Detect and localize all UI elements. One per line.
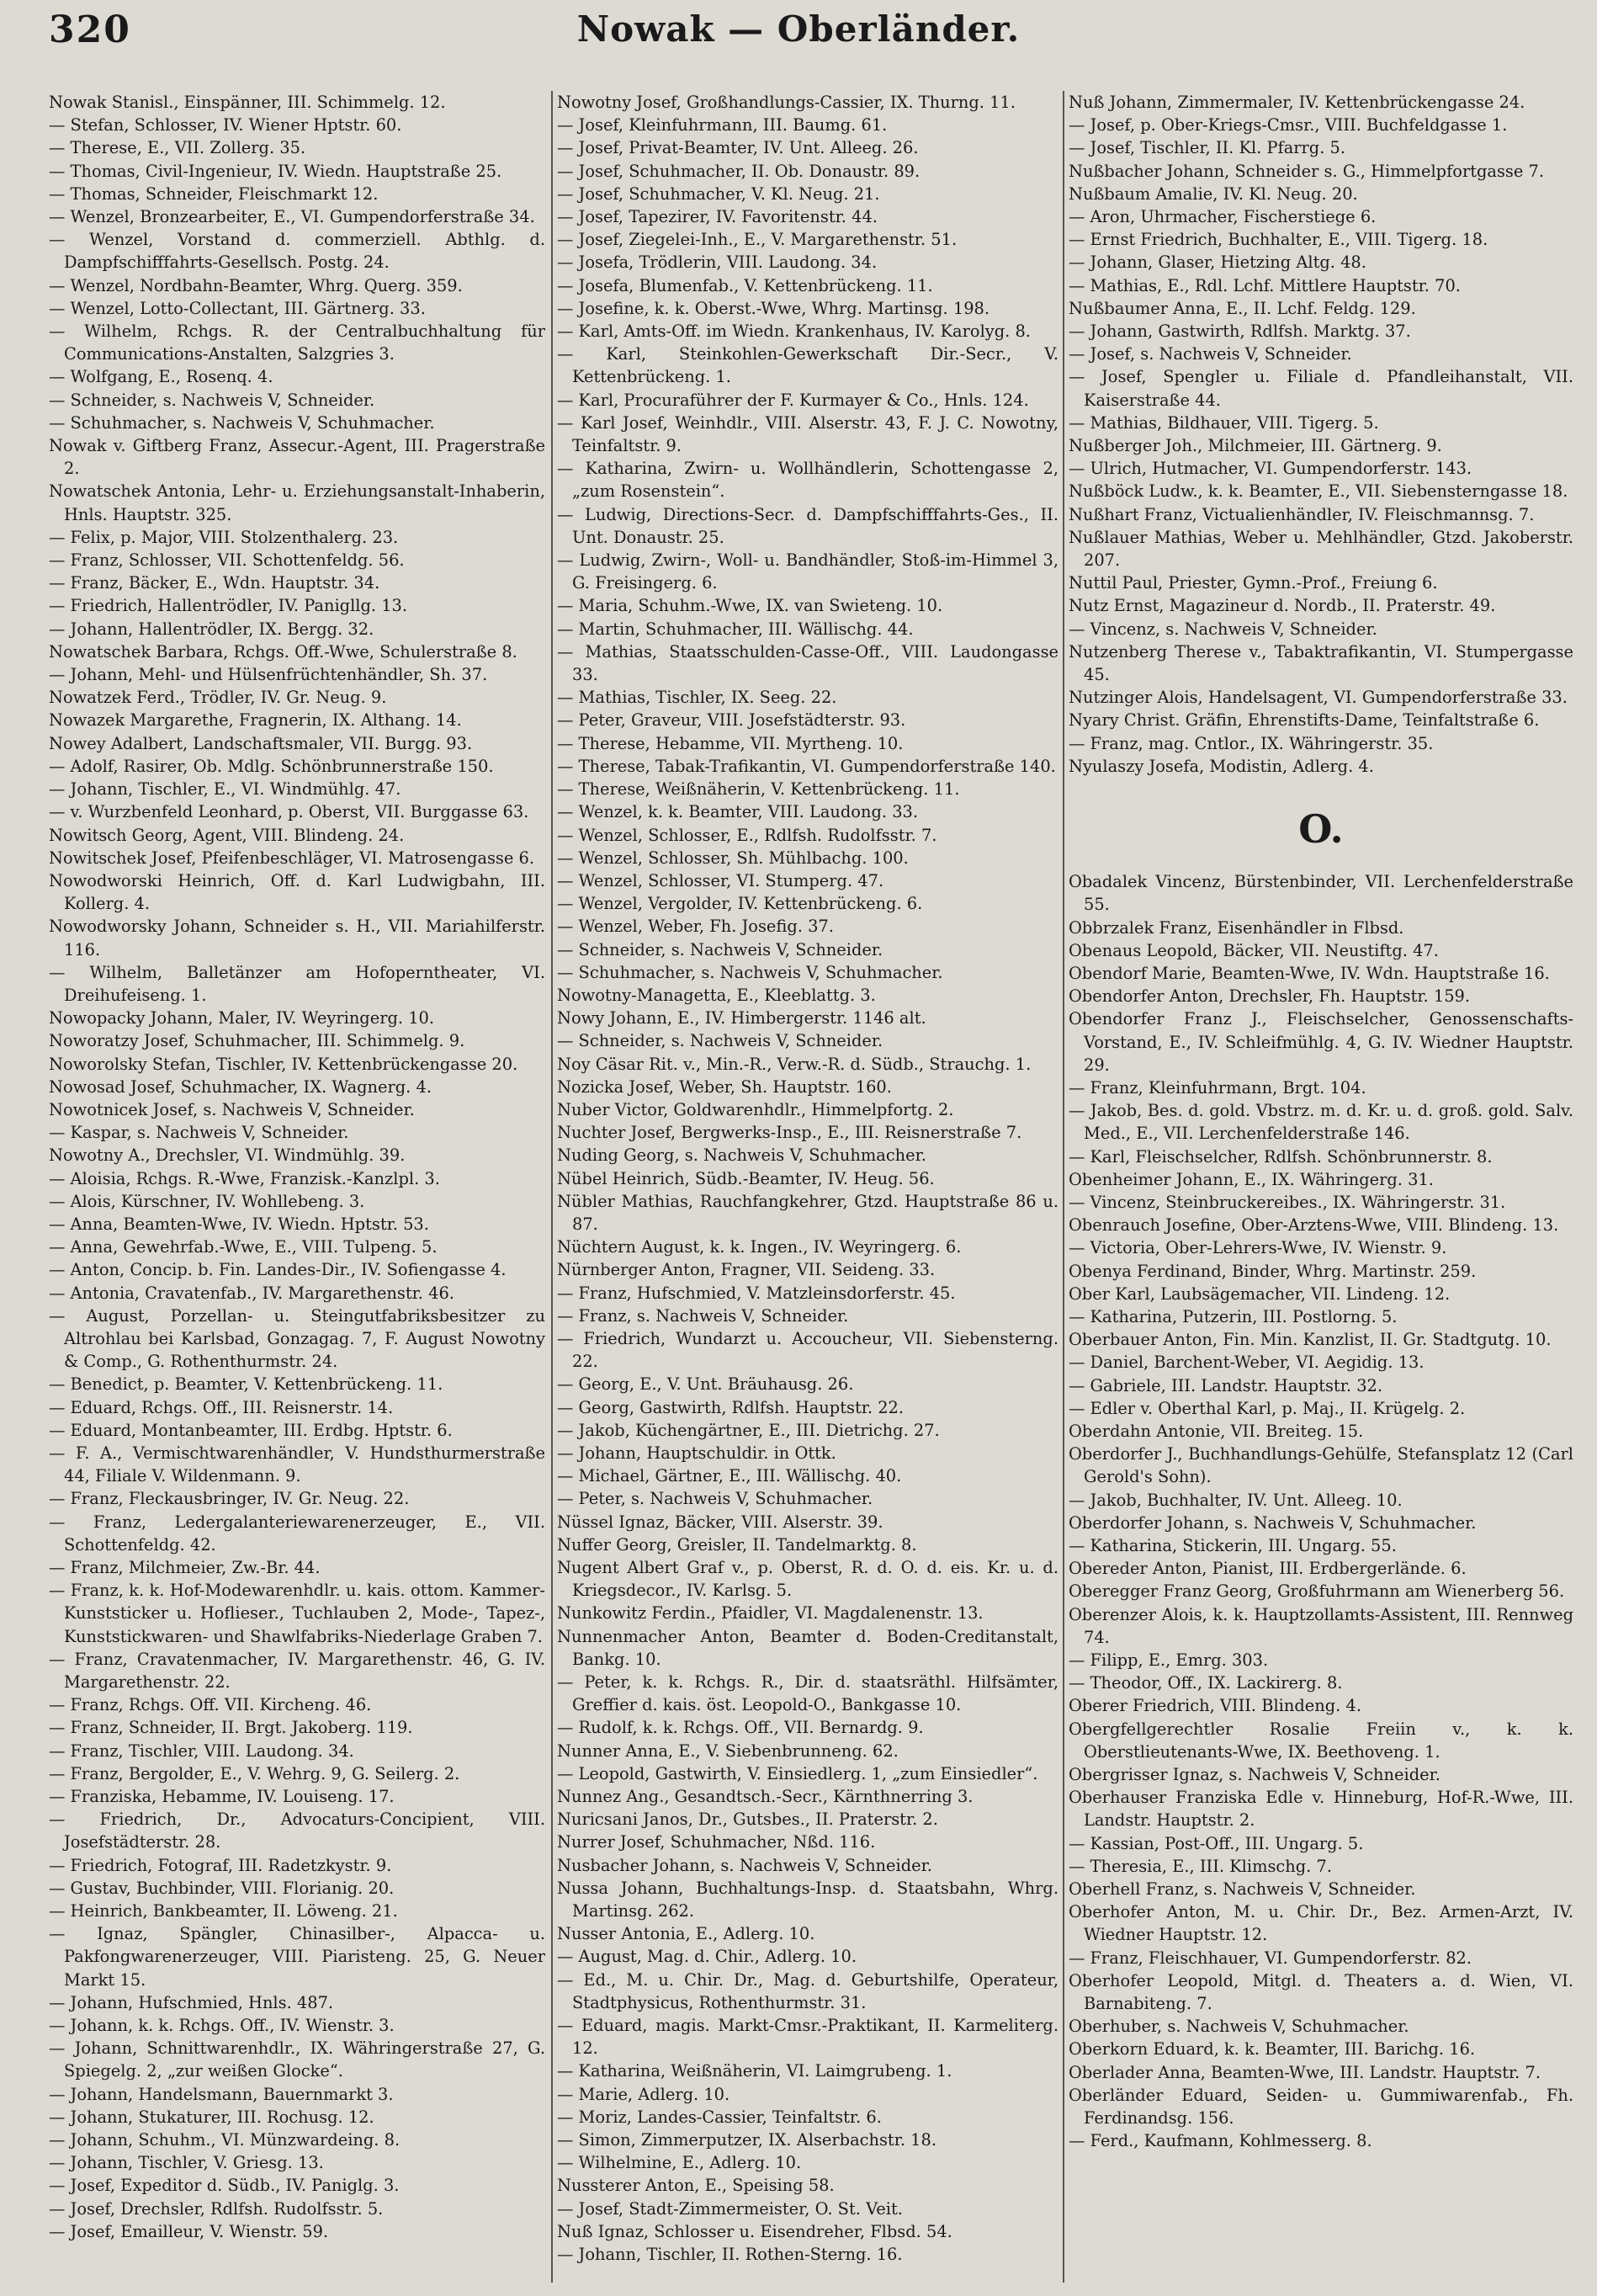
directory-entry: — Peter, Graveur, VIII. Josefstädterstr. 93. <box>557 710 906 731</box>
directory-entry: — Josef, Privat-Beamter, IV. Unt. Alleeg. 26. <box>557 138 919 158</box>
directory-entry: — Mathias, Tischler, IX. Seeg. 22. <box>557 688 837 708</box>
directory-entry: — Wenzel, Schlosser, VI. Stumperg. 47. <box>557 870 884 890</box>
directory-entry: Nüssel Ignaz, Bäcker, VIII. Alserstr. 39. <box>557 1512 883 1532</box>
directory-entry: — Franz, Kleinfuhrmann, Brgt. 104. <box>1069 1077 1366 1098</box>
directory-entry: Obenrauch Josefine, Ober-Arztens-Wwe, VIII. Blindeng. 13. <box>1069 1215 1559 1236</box>
directory-entry: — Johann, Gastwirth, Rdlfsh. Marktg. 37. <box>1069 322 1411 342</box>
column-3 <box>1069 91 1573 2283</box>
directory-entry: — Franz, Hufschmied, V. Matzleinsdorferstr. 45. <box>557 1283 956 1303</box>
directory-entry: Nowodworsky Johann, Schneider s. H., VII. Mariahilferstr. 116. <box>49 917 545 959</box>
directory-entry: — F. A., Vermischtwarenhändler, V. Hundsthurmerstraße 44, Filiale V. Wildenmann. 9. <box>49 1443 545 1486</box>
directory-entry: Nuß Ignaz, Schlosser u. Eisendreher, Flbsd. 54. <box>557 2221 952 2241</box>
directory-entry: Nowotny-Managetta, E., Kleeblattg. 3. <box>557 985 876 1005</box>
directory-entry: — Martin, Schuhmacher, III. Wällischg. 44. <box>557 619 914 639</box>
directory-entry: Nowotny A., Drechsler, VI. Windmühlg. 39. <box>49 1145 406 1166</box>
directory-entry: Nürnberger Anton, Fragner, VII. Seideng. 33. <box>557 1260 936 1280</box>
directory-entry: Oberegger Franz Georg, Großfuhrmann am Wienerberg 56. <box>1069 1581 1565 1602</box>
directory-entry: — Wenzel, Schlosser, Sh. Mühlbachg. 100. <box>557 848 909 868</box>
directory-entry: — Schuhmacher, s. Nachweis V, Schuhmacher. <box>557 962 943 982</box>
directory-entry: Nußbacher Johann, Schneider s. G., Himmelpfortgasse 7. <box>1069 161 1545 181</box>
directory-entry: — Wenzel, Lotto-Collectant, III. Gärtnerg. 33. <box>49 298 426 318</box>
directory-entry: — Josef, Spengler u. Filiale d. Pfandleihanstalt, VII. Kaiserstraße 44. <box>1069 367 1573 410</box>
directory-entry: — Mathias, E., Rdl. Lchf. Mittlere Hauptstr. 70. <box>1069 275 1461 295</box>
directory-entry: Obenaus Leopold, Bäcker, VII. Neustiftg. 47. <box>1069 940 1439 960</box>
directory-entry: — Georg, Gastwirth, Rdlfsh. Hauptstr. 22. <box>557 1397 905 1417</box>
directory-entry: Nowatschek Antonia, Lehr- u. Erziehungsanstalt-Inhaberin, Hnls. Hauptstr. 325. <box>49 481 545 524</box>
directory-entry: Nurrer Josef, Schuhmacher, Nßd. 116. <box>557 1832 876 1852</box>
directory-entry: — Franz, Schneider, II. Brgt. Jakoberg. 119. <box>49 1718 413 1738</box>
directory-entry: Nussterer Anton, E., Speising 58. <box>557 2176 835 2196</box>
directory-entry: — Wilhelm, Balletänzer am Hofoperntheater, VI. Dreihufeiseng. 1. <box>49 962 545 1005</box>
directory-entry: — Schneider, s. Nachweis V, Schneider. <box>49 390 375 410</box>
directory-entry: — Josef, Ziegelei-Inh., E., V. Margarethenstr. 51. <box>557 230 958 250</box>
directory-entry: — Filipp, E., Emrg. 303. <box>1069 1650 1269 1670</box>
directory-entry: — Gustav, Buchbinder, VIII. Florianig. 20. <box>49 1878 395 1898</box>
directory-entry: — Therese, E., VII. Zollerg. 35. <box>49 138 306 158</box>
directory-entry: Oberhuber, s. Nachweis V, Schuhmacher. <box>1069 2017 1409 2037</box>
directory-entry: — Anton, Concip. b. Fin. Landes-Dir., IV. Sofiengasse 4. <box>49 1260 507 1280</box>
column-2 <box>557 91 1058 2283</box>
directory-entry: Oberlader Anna, Beamten-Wwe, III. Landstr. Hauptstr. 7. <box>1069 2062 1541 2082</box>
directory-entry: Nowatschek Barbara, Rchgs. Off.-Wwe, Schulerstraße 8. <box>49 641 517 662</box>
directory-entry: — Johann, Tischler, II. Rothen-Sterng. 16. <box>557 2245 903 2265</box>
directory-entry: — Kassian, Post-Off., III. Ungarg. 5. <box>1069 1833 1364 1853</box>
directory-entry: — Schneider, s. Nachweis V, Schneider. <box>557 939 883 959</box>
directory-entry: — Johann, Hufschmied, Hnls. 487. <box>49 1992 334 2012</box>
directory-entry: — Karl, Procuraführer der F. Kurmayer & Co., Hnls. 124. <box>557 390 1029 410</box>
directory-entry: Nusbacher Johann, s. Nachweis V, Schneider. <box>557 1855 932 1875</box>
directory-entry: — Josef, Drechsler, Rdlfsh. Rudolfsstr. 5. <box>49 2198 384 2219</box>
directory-entry: — Therese, Tabak-Trafikantin, VI. Gumpendorferstraße 140. <box>557 756 1056 776</box>
directory-entry: — Franz, Schlosser, VII. Schottenfeldg. 56. <box>49 550 405 571</box>
page-header <box>0 0 1597 84</box>
directory-entry: — Georg, E., V. Unt. Bräuhausg. 26. <box>557 1374 854 1395</box>
directory-entry: — Rudolf, k. k. Rchgs. Off., VII. Bernardg. 9. <box>557 1718 924 1738</box>
directory-entry: — Franz, Ledergalanteriewarenerzeuger, E., VII. Schottenfeldg. 42. <box>49 1512 545 1555</box>
directory-entry: Nuß Johann, Zimmermaler, IV. Kettenbrückengasse 24. <box>1069 93 1525 112</box>
directory-entry: — Josef, Emailleur, V. Wienstr. 59. <box>49 2221 329 2241</box>
directory-entry: — Johann, Tischler, V. Griesg. 13. <box>49 2153 324 2173</box>
directory-entry: — Vincenz, s. Nachweis V, Schneider. <box>1069 619 1377 639</box>
directory-entry: Oberhofer Leopold, Mitgl. d. Theaters a. d. Wien, VI. Barnabiteng. 7. <box>1069 1970 1573 2014</box>
directory-entry: — Franz, mag. Cntlor., IX. Währingerstr. 35. <box>1069 733 1434 753</box>
directory-entry: — Victoria, Ober-Lehrers-Wwe, IV. Wienstr. 9. <box>1069 1238 1447 1258</box>
directory-entry: — Alois, Kürschner, IV. Wohllebeng. 3. <box>49 1191 365 1211</box>
directory-entry: Nußbaumer Anna, E., II. Lchf. Feldg. 129. <box>1069 298 1416 318</box>
directory-entry: — Franz, Rchgs. Off. VII. Kircheng. 46. <box>49 1695 372 1715</box>
directory-entry: Obenya Ferdinand, Binder, Whrg. Martinstr. 259. <box>1069 1261 1477 1281</box>
directory-entry: — Ignaz, Spängler, Chinasilber-, Alpacca- u. Pakfongwarenerzeuger, VIII. Piaristeng. 25, G. Neuer Markt 15. <box>49 1924 545 1990</box>
directory-entry: Nowey Adalbert, Landschaftsmaler, VII. Burgg. 93. <box>49 733 473 753</box>
directory-entry: — Therese, Weißnäherin, V. Kettenbrückeng. 11. <box>557 779 960 800</box>
directory-entry: Oberdorfer Johann, s. Nachweis V, Schuhmacher. <box>1069 1512 1477 1533</box>
directory-entry: Oberdahn Antonie, VII. Breiteg. 15. <box>1069 1421 1364 1441</box>
directory-entry: Nowitsch Georg, Agent, VIII. Blindeng. 24. <box>49 825 405 845</box>
directory-entry: — Josef, Schuhmacher, II. Ob. Donaustr. 89. <box>557 161 921 181</box>
directory-entry: — Katharina, Weißnäherin, VI. Laimgrubeng. 1. <box>557 2061 952 2081</box>
directory-entry: Obendorf Marie, Beamten-Wwe, IV. Wdn. Hauptstraße 16. <box>1069 963 1550 983</box>
directory-entry: — Wenzel, Schlosser, E., Rdlfsh. Rudolfsstr. 7. <box>557 825 937 845</box>
directory-entry: — Johann, Hallentrödler, IX. Bergg. 32. <box>49 619 374 639</box>
directory-entry: — Ernst Friedrich, Buchhalter, E., VIII. Tigerg. 18. <box>1069 230 1488 250</box>
directory-entry: — Simon, Zimmerputzer, IX. Alserbachstr. 18. <box>557 2130 937 2150</box>
directory-entry: Nunner Anna, E., V. Siebenbrunneng. 62. <box>557 1741 899 1761</box>
directory-entry: — Johann, k. k. Rchgs. Off., IV. Wienstr. 3. <box>49 2016 395 2036</box>
directory-entry: Nußlauer Mathias, Weber u. Mehlhändler, Gtzd. Jakoberstr. 207. <box>1069 527 1573 571</box>
directory-entry: — Wenzel, Vergolder, IV. Kettenbrückeng. 6. <box>557 894 923 914</box>
directory-entry: — Vincenz, Steinbruckereibes., IX. Währingerstr. 31. <box>1069 1192 1506 1212</box>
directory-entry: Obergrisser Ignaz, s. Nachweis V, Schneider. <box>1069 1765 1440 1785</box>
directory-entry: Nowitschek Josef, Pfeifenbeschläger, VI. Matrosengasse 6. <box>49 848 535 868</box>
directory-entry: Noworatzy Josef, Schuhmacher, III. Schimmelg. 9. <box>49 1031 465 1051</box>
directory-entry: — Wenzel, Weber, Fh. Josefig. 37. <box>557 917 834 937</box>
directory-entry: Nuffer Georg, Greisler, II. Tandelmarktg. 8. <box>557 1534 917 1555</box>
directory-entry: — Josefine, k. k. Oberst.-Wwe, Whrg. Martinsg. 198. <box>557 298 990 318</box>
directory-entry: — v. Wurzbenfeld Leonhard, p. Oberst, VII. Burggasse 63. <box>49 802 529 822</box>
directory-entry: — Moriz, Landes-Cassier, Teinfaltstr. 6. <box>557 2107 882 2127</box>
directory-entry: Nusser Antonia, E., Adlerg. 10. <box>557 1924 815 1944</box>
directory-entry: — Karl, Amts-Off. im Wiedn. Krankenhaus, IV. Karolyg. 8. <box>557 322 1031 342</box>
directory-entry: — Anna, Gewehrfab.-Wwe, E., VIII. Tulpeng. 5. <box>49 1237 438 1257</box>
directory-entry: — Franz, Bäcker, E., Wdn. Hauptstr. 34. <box>49 573 380 593</box>
directory-entry: Nowosad Josef, Schuhmacher, IX. Wagnerg. 4. <box>49 1076 432 1097</box>
directory-entry: — Katharina, Putzerin, III. Postlorng. 5. <box>1069 1306 1398 1326</box>
directory-entry: — Friedrich, Wundarzt u. Accoucheur, VII. Siebensterng. 22. <box>557 1328 1058 1372</box>
directory-entry: — Johann, Schuhm., VI. Münzwardeing. 8. <box>49 2130 401 2150</box>
directory-entry: Oberhell Franz, s. Nachweis V, Schneider. <box>1069 1879 1416 1900</box>
directory-entry: — Johann, Hauptschuldir. in Ottk. <box>557 1443 836 1463</box>
directory-entry: — Karl Josef, Weinhdlr., VIII. Alserstr. 43, F. J. C. Nowotny, Teinfaltstr. 9. <box>557 412 1058 456</box>
directory-entry: — Friedrich, Hallentrödler, IV. Panigllg. 13. <box>49 596 408 616</box>
directory-entry: Nüchtern August, k. k. Ingen., IV. Weyringerg. 6. <box>557 1237 962 1257</box>
directory-entry: — Johann, Glaser, Hietzing Altg. 48. <box>1069 252 1366 273</box>
directory-entry: — Stefan, Schlosser, IV. Wiener Hptstr. 60. <box>49 115 402 136</box>
directory-entry: — Jakob, Küchengärtner, E., III. Dietrichg. 27. <box>557 1420 940 1440</box>
directory-entry: Nowatzek Ferd., Trödler, IV. Gr. Neug. 9. <box>49 688 387 708</box>
directory-entry: Nuchter Josef, Bergwerks-Insp., E., III. Reisnerstraße 7. <box>557 1123 1022 1143</box>
directory-entry: — Josef, Expeditor d. Südb., IV. Paniglg. 3. <box>49 2176 400 2196</box>
directory-entry: Nunnez Ang., Gesandtsch.-Secr., Kärnthnerring 3. <box>557 1787 974 1807</box>
directory-entry: — Franz, Fleischhauer, VI. Gumpendorferstr. 82. <box>1069 1948 1472 1968</box>
directory-entry: — Franz, Milchmeier, Zw.-Br. 44. <box>49 1558 321 1577</box>
directory-entry: — Peter, k. k. Rchgs. R., Dir. d. staatsräthl. Hilfsämter, Greffier d. kais. öst. Leopold-O., Bankgasse 10. <box>557 1672 1058 1715</box>
directory-entry: Oberbauer Anton, Fin. Min. Kanzlist, II. Gr. Stadtgutg. 10. <box>1069 1330 1552 1350</box>
directory-entry: — Therese, Hebamme, VII. Myrtheng. 10. <box>557 733 904 753</box>
column-divider <box>551 91 553 2283</box>
column-1 <box>49 91 545 2283</box>
directory-entry: Nussa Johann, Buchhaltungs-Insp. d. Staatsbahn, Whrg. Martinsg. 262. <box>557 1878 1058 1921</box>
directory-entry: Obendorfer Franz J., Fleischselcher, Genossenschafts-Vorstand, E., IV. Schleifmühlg. 4, G. IV. Wiedner Hauptstr. 29. <box>1069 1009 1573 1075</box>
directory-entry: Noy Cäsar Rit. v., Min.-R., Verw.-R. d. Südb., Strauchg. 1. <box>557 1054 1032 1074</box>
directory-entry: Noworolsky Stefan, Tischler, IV. Kettenbrückengasse 20. <box>49 1054 518 1074</box>
directory-entry: — Ludwig, Directions-Secr. d. Dampfschifffahrts-Ges., II. Unt. Donaustr. 25. <box>557 504 1058 547</box>
column-divider <box>1063 91 1064 2283</box>
directory-entry: Nugent Albert Graf v., p. Oberst, R. d. O. d. eis. Kr. u. d. Kriegsdecor., IV. Karlsg. 5. <box>557 1558 1058 1601</box>
directory-entry: — August, Mag. d. Chir., Adlerg. 10. <box>557 1947 857 1967</box>
directory-entry: — Theresia, E., III. Klimschg. 7. <box>1069 1856 1333 1876</box>
directory-entry: Nunkowitz Ferdin., Pfaidler, VI. Magdalenenstr. 13. <box>557 1603 984 1624</box>
directory-entry: — Wolfgang, E., Rosenq. 4. <box>49 367 273 387</box>
directory-entry: — Johann, Tischler, E., VI. Windmühlg. 47. <box>49 779 401 800</box>
directory-entry: — Leopold, Gastwirth, V. Einsiedlerg. 1, „zum Einsiedler“. <box>557 1763 1038 1783</box>
directory-entry: — Josef, Tapezirer, IV. Favoritenstr. 44. <box>557 207 878 227</box>
directory-entry: Nutzenberg Therese v., Tabaktrafikantin, VI. Stumpergasse 45. <box>1069 641 1573 685</box>
directory-entry: Nuber Victor, Goldwarenhdlr., Himmelpfortg. 2. <box>557 1099 954 1119</box>
directory-entry: Oberdorfer J., Buchhandlungs-Gehülfe, Stefansplatz 12 (Carl Gerold's Sohn). <box>1069 1444 1573 1487</box>
directory-entry: Obenheimer Johann, E., IX. Währingerg. 31. <box>1069 1169 1434 1189</box>
directory-entry: — Ferd., Kaufmann, Kohlmesserg. 8. <box>1069 2131 1372 2151</box>
directory-entry: Obergfellgerechtler Rosalie Freiin v., k. k. Oberstlieutenants-Wwe, IX. Beethoveng. 1. <box>1069 1719 1573 1762</box>
directory-entry: — Johann, Stukaturer, III. Rochusg. 12. <box>49 2107 374 2127</box>
directory-entry: — Michael, Gärtner, E., III. Wällischg. 40. <box>557 1466 902 1486</box>
directory-entry: Nowopacky Johann, Maler, IV. Weyringerg. 10. <box>49 1008 435 1028</box>
directory-entry: — Daniel, Barchent-Weber, VI. Aegidig. 13. <box>1069 1353 1425 1373</box>
directory-entry: Nußhart Franz, Victualienhändler, IV. Fleischmannsg. 7. <box>1069 504 1535 524</box>
directory-entry: — Eduard, magis. Markt-Cmsr.-Praktikant, II. Karmeliterg. 12. <box>557 2016 1058 2059</box>
directory-entry: Nowazek Margarethe, Fragnerin, IX. Althang. 14. <box>49 710 462 731</box>
directory-entry: — Mathias, Bildhauer, VIII. Tigerg. 5. <box>1069 412 1379 433</box>
directory-entry: — Gabriele, III. Landstr. Hauptstr. 32. <box>1069 1375 1383 1395</box>
directory-entry: — Eduard, Montanbeamter, III. Erdbg. Hptstr. 6. <box>49 1420 453 1440</box>
directory-entry: Nowotny Josef, Großhandlungs-Cassier, IX. Thurng. 11. <box>557 93 1016 112</box>
directory-entry: Nozicka Josef, Weber, Sh. Hauptstr. 160. <box>557 1076 892 1097</box>
directory-entry: — Franziska, Hebamme, IV. Louiseng. 17. <box>49 1787 395 1807</box>
directory-entry: — Josef, s. Nachweis V, Schneider. <box>1069 344 1352 364</box>
directory-columns <box>49 91 1573 2283</box>
directory-entry: Obbrzalek Franz, Eisenhändler in Flbsd. <box>1069 917 1404 938</box>
directory-entry: — Aron, Uhrmacher, Fischerstiege 6. <box>1069 207 1377 227</box>
directory-entry: Nuding Georg, s. Nachweis V, Schuhmacher. <box>557 1145 926 1166</box>
directory-entry: Obadalek Vincenz, Bürstenbinder, VII. Lerchenfelderstraße 55. <box>1069 872 1573 915</box>
directory-entry: — Ludwig, Zwirn-, Woll- u. Bandhändler, Stoß-im-Himmel 3, G. Freisingerg. 6. <box>557 550 1058 593</box>
directory-entry: Oberenzer Alois, k. k. Hauptzollamts-Assistent, III. Rennweg 74. <box>1069 1604 1573 1647</box>
directory-entry: — Josefa, Trödlerin, VIII. Laudong. 34. <box>557 252 878 273</box>
directory-entry: — Wenzel, k. k. Beamter, VIII. Laudong. 33. <box>557 802 919 822</box>
directory-entry: — Theodor, Off., IX. Lackirerg. 8. <box>1069 1673 1343 1693</box>
directory-entry: — Josef, Stadt-Zimmermeister, O. St. Veit. <box>557 2198 903 2219</box>
directory-entry: — Johann, Handelsmann, Bauernmarkt 3. <box>49 2084 394 2104</box>
directory-entry: Nübler Mathias, Rauchfangkehrer, Gtzd. Hauptstraße 86 u. 87. <box>557 1191 1058 1234</box>
directory-entry: — Schuhmacher, s. Nachweis V, Schuhmacher. <box>49 412 435 433</box>
directory-entry: — Karl, Fleischselcher, Rdlfsh. Schönbrunnerstr. 8. <box>1069 1146 1493 1167</box>
directory-entry: — Josef, Kleinfuhrmann, III. Baumg. 61. <box>557 115 888 136</box>
directory-entry: — Aloisia, Rchgs. R.-Wwe, Franzisk.-Kanzlpl. 3. <box>49 1168 440 1188</box>
directory-entry: — Wenzel, Vorstand d. commerziell. Abthlg. d. Dampfschifffahrts-Gesellsch. Postg. 24. <box>49 230 545 273</box>
directory-entry: — Wilhelm, Rchgs. R. der Centralbuchhaltung für Communications-Anstalten, Salzgries 3. <box>49 322 545 364</box>
directory-entry: — Josef, Tischler, II. Kl. Pfarrg. 5. <box>1069 138 1346 158</box>
directory-entry: Oberländer Eduard, Seiden- u. Gummiwarenfab., Fh. Ferdinandsg. 156. <box>1069 2085 1573 2129</box>
directory-entry: — Franz, s. Nachweis V, Schneider. <box>557 1305 849 1326</box>
directory-entry: Obendorfer Anton, Drechsler, Fh. Hauptstr. 159. <box>1069 986 1471 1007</box>
directory-entry: — Franz, k. k. Hof-Modewarenhdlr. u. kais. ottom. Kammer-Kunststicker u. Hoflieser., Tuchlauben 2, Mode-, Tapez-, Kunststickwaren- und Shawlfabriks-Niederlage Graben 7. <box>49 1581 545 1646</box>
directory-entry: Nowak Stanisl., Einspänner, III. Schimmelg. 12. <box>49 93 446 112</box>
directory-entry: Nußberger Joh., Milchmeier, III. Gärtnerg. 9. <box>1069 436 1442 456</box>
directory-entry: Nowy Johann, E., IV. Himbergerstr. 1146 alt. <box>557 1008 926 1028</box>
directory-entry: — Marie, Adlerg. 10. <box>557 2084 730 2104</box>
directory-entry: — Wilhelmine, E., Adlerg. 10. <box>557 2153 802 2173</box>
directory-entry: — Johann, Mehl- und Hülsenfrüchtenhändler, Sh. 37. <box>49 665 488 685</box>
directory-entry: Obereder Anton, Pianist, III. Erdbergerlände. 6. <box>1069 1559 1467 1579</box>
directory-entry: — Ed., M. u. Chir. Dr., Mag. d. Geburtshilfe, Operateur, Stadtphysicus, Rothenthurmstr. 31. <box>557 1969 1058 2012</box>
directory-entry: — Katharina, Stickerin, III. Ungarg. 55. <box>1069 1535 1397 1555</box>
directory-entry: Nutz Ernst, Magazineur d. Nordb., II. Praterstr. 49. <box>1069 596 1496 616</box>
directory-entry: Oberkorn Eduard, k. k. Beamter, III. Barichg. 16. <box>1069 2039 1476 2059</box>
directory-entry: — Friedrich, Dr., Advocaturs-Concipient, VIII. Josefstädterstr. 28. <box>49 1810 545 1852</box>
directory-entry: — Ulrich, Hutmacher, VI. Gumpendorferstr. 143. <box>1069 459 1472 479</box>
directory-entry: — Maria, Schuhm.-Wwe, IX. van Swieteng. 10. <box>557 596 943 616</box>
directory-entry: — Franz, Bergolder, E., V. Wehrg. 9, G. Seilerg. 2. <box>49 1763 460 1783</box>
directory-entry: — Wenzel, Bronzearbeiter, E., VI. Gumpendorferstraße 34. <box>49 207 535 227</box>
directory-entry: — Josefa, Blumenfab., V. Kettenbrückeng. 11. <box>557 275 933 295</box>
directory-entry: Nuttil Paul, Priester, Gymn.-Prof., Freiung 6. <box>1069 573 1438 593</box>
directory-entry: — Franz, Cravatenmacher, IV. Margarethenstr. 46, G. IV. Margarethenstr. 22. <box>49 1649 545 1693</box>
section-letter: O. <box>1298 806 1344 853</box>
directory-entry: — Jakob, Bes. d. gold. Vbstrz. m. d. Kr. u. d. groß. gold. Salv. Med., E., VII. Lerchenfelderstraße 146. <box>1069 1101 1573 1144</box>
directory-entry: — Franz, Fleckausbringer, IV. Gr. Neug. 22. <box>49 1489 410 1509</box>
directory-entry: — Thomas, Schneider, Fleischmarkt 12. <box>49 183 379 204</box>
directory-entry: — Kaspar, s. Nachweis V, Schneider. <box>49 1123 349 1143</box>
running-head: Nowak — Oberländer. <box>576 8 1021 50</box>
directory-entry: — Friedrich, Fotograf, III. Radetzkystr. 9. <box>49 1855 392 1875</box>
directory-entry: — Edler v. Oberthal Karl, p. Maj., II. Krügelg. 2. <box>1069 1398 1466 1418</box>
directory-entry: Nußböck Ludw., k. k. Beamter, E., VII. Siebensterngasse 18. <box>1069 481 1568 502</box>
directory-entry: — Jakob, Buchhalter, IV. Unt. Alleeg. 10. <box>1069 1490 1403 1510</box>
directory-entry: Nowotnicek Josef, s. Nachweis V, Schneider. <box>49 1099 415 1119</box>
directory-entry: — Franz, Tischler, VIII. Laudong. 34. <box>49 1741 354 1761</box>
directory-entry: — Eduard, Rchgs. Off., III. Reisnerstr. 14. <box>49 1397 394 1417</box>
directory-entry: — Mathias, Staatsschulden-Casse-Off., VIII. Laudongasse 33. <box>557 641 1058 685</box>
directory-entry: Nutzinger Alois, Handelsagent, VI. Gumpendorferstraße 33. <box>1069 688 1568 708</box>
directory-entry: — Wenzel, Nordbahn-Beamter, Whrg. Querg. 359. <box>49 275 463 295</box>
directory-entry: Nowak v. Giftberg Franz, Assecur.-Agent, III. Pragerstraße 2. <box>49 436 545 479</box>
directory-entry: — Benedict, p. Beamter, V. Kettenbrückeng. 11. <box>49 1374 443 1395</box>
directory-entry: — Adolf, Rasirer, Ob. Mdlg. Schönbrunnerstraße 150. <box>49 756 494 776</box>
directory-entry: Nuricsani Janos, Dr., Gutsbes., II. Praterstr. 2. <box>557 1810 938 1830</box>
directory-entry: — Thomas, Civil-Ingenieur, IV. Wiedn. Hauptstraße 25. <box>49 161 502 181</box>
directory-entry: Nyulaszy Josefa, Modistin, Adlerg. 4. <box>1069 756 1374 776</box>
directory-entry: — Antonia, Cravatenfab., IV. Margarethenstr. 46. <box>49 1283 454 1303</box>
directory-entry: Oberhofer Anton, M. u. Chir. Dr., Bez. Armen-Arzt, IV. Wiedner Hauptstr. 12. <box>1069 1902 1573 1945</box>
directory-entry: — Heinrich, Bankbeamter, II. Löweng. 21. <box>49 1901 398 1921</box>
directory-entry: — Anna, Beamten-Wwe, IV. Wiedn. Hptstr. 53. <box>49 1214 429 1234</box>
directory-entry: Oberer Friedrich, VIII. Blindeng. 4. <box>1069 1696 1361 1716</box>
directory-entry: Ober Karl, Laubsägemacher, VII. Lindeng. 12. <box>1069 1284 1451 1304</box>
directory-entry: — Peter, s. Nachweis V, Schuhmacher. <box>557 1489 873 1509</box>
directory-entry: — Karl, Steinkohlen-Gewerkschaft Dir.-Secr., V. Kettenbrückeng. 1. <box>557 344 1058 387</box>
directory-entry: Nübel Heinrich, Südb.-Beamter, IV. Heug. 56. <box>557 1168 935 1188</box>
page-number: 320 <box>49 8 131 51</box>
directory-entry: — Josef, Schuhmacher, V. Kl. Neug. 21. <box>557 183 880 204</box>
directory-entry: Nyary Christ. Gräfin, Ehrenstifts-Dame, Teinfaltstraße 6. <box>1069 710 1540 731</box>
directory-entry: — Josef, p. Ober-Kriegs-Cmsr., VIII. Buchfeldgasse 1. <box>1069 115 1508 136</box>
directory-entry: — Felix, p. Major, VIII. Stolzenthalerg. 23. <box>49 527 399 547</box>
directory-entry: Nowodworski Heinrich, Off. d. Karl Ludwigbahn, III. Kollerg. 4. <box>49 870 545 914</box>
directory-entry: Nunnenmacher Anton, Beamter d. Boden-Creditanstalt, Bankg. 10. <box>557 1626 1058 1669</box>
directory-entry: — Schneider, s. Nachweis V, Schneider. <box>557 1031 883 1051</box>
directory-entry: — Johann, Schnittwarenhdlr., IX. Währingerstraße 27, G. Spiegelg. 2, „zur weißen Glocke“. <box>49 2038 545 2081</box>
directory-entry: — August, Porzellan- u. Steingutfabriksbesitzer zu Altrohlau bei Karlsbad, Gonzagag. 7, F. August Nowotny & Comp., G. Rothenthurmstr. 24. <box>49 1305 545 1372</box>
directory-entry: — Katharina, Zwirn- u. Wollhändlerin, Schottengasse 2, „zum Rosenstein“. <box>557 459 1058 502</box>
directory-entry: Oberhauser Franziska Edle v. Hinneburg, Hof-R.-Wwe, III. Landstr. Hauptstr. 2. <box>1069 1788 1573 1831</box>
directory-entry: Nußbaum Amalie, IV. Kl. Neug. 20. <box>1069 183 1358 204</box>
